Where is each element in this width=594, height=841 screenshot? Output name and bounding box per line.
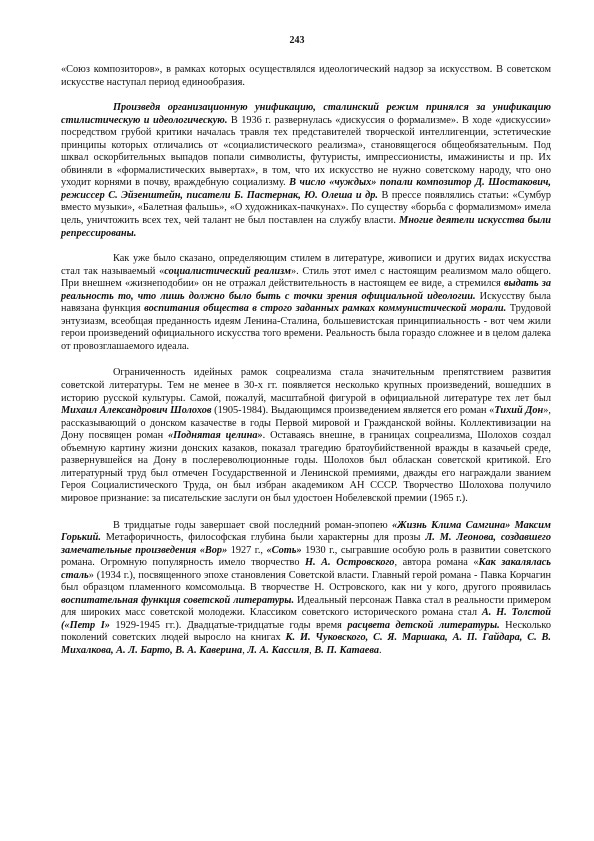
paragraph — [61, 253, 551, 353]
text-run: В тридцатые годы завершает свой последний роман-эпопею — [113, 519, 392, 531]
text-run: Метафоричность, философская глубина были характерны для прозы — [100, 532, 426, 544]
text-run: , — [242, 644, 248, 656]
emphasis-text: Многие деятели искусства были репрессированы. — [61, 215, 551, 239]
text-run: ». Стиль этот имел с настоящим реализмом мало общего. При внешнем «жизнеподобии» он не отражал действительность в настоящем ее виде, а стремился — [61, 265, 551, 290]
emphasis-text: «Соть» — [266, 544, 302, 556]
emphasis-text: Тихий Дон — [494, 405, 544, 417]
emphasis-text: Произведя организационную унификацию, сталинский режим принялся за унификацию стилистическую и идеологическую. — [61, 102, 551, 126]
text-run: 1929-1945 гг.). Двадцатые-тридцатые годы время — [109, 619, 348, 631]
emphasis-text: К. И. Чуковского, С. Я. Маршака, А. П. Гайдара, С. В. Михалкова, А. Л. Барто, В. А. Каверина — [61, 632, 551, 656]
text-run: (1905-1984). Выдающимся произведением является его роман « — [211, 405, 495, 417]
text-run: , — [309, 644, 315, 656]
text-run: , автора романа « — [394, 557, 479, 569]
page-number: 243 — [289, 35, 305, 46]
paragraph — [61, 367, 551, 505]
text-run: 1930 г., сыгравшие особую роль в развитии советского романа. Огромную популярность имело творчество — [61, 544, 551, 569]
emphasis-text: Как закалялась сталь — [61, 557, 551, 581]
emphasis-text: А. Н. Толстой («Петр I» — [61, 607, 551, 631]
text-run: 1927 г., — [227, 544, 267, 556]
emphasis-text: воспитания общества в строго заданных рамках коммунистической морали. — [144, 303, 507, 315]
emphasis-text: В. П. Катаева — [314, 644, 380, 656]
emphasis-text: Михаил Александрович Шолохов — [61, 405, 212, 417]
paragraph — [61, 520, 551, 658]
emphasis-text: «Жизнь Клима Самгина» Максим Горький. — [61, 519, 551, 544]
page-body — [61, 64, 551, 658]
emphasis-text: выдать за реальность то, что лишь должно было быть с точки зрения официальной идеологии. — [61, 278, 551, 302]
emphasis-text: воспитательная функция советской литературы. — [61, 594, 295, 606]
emphasis-text: Л. М. Леонова, создавшего замечательные произведения «Вор» — [61, 532, 551, 556]
text-run: «Союз композиторов», в рамках которых осуществлялся идеологический надзор за искусством. В советском искусстве наступал период единообразия. — [61, 64, 551, 88]
text-run: Как уже было сказано, определяющим стилем в литературе, живописи и других видах искусства стал так называемый « — [61, 253, 551, 277]
paragraph — [61, 102, 551, 240]
text-run: » (1934 г.), посвященного эпохе становления Советской власти. Главный герой романа - Павка Корчагин был образцом пламенного комсомольца. В творчестве Н. Островского, как ни у кого, другого проявилась — [61, 569, 551, 594]
text-run: В прессе появлялись статьи: «Сумбур вместо музыки», «Балетная фальшь», «О художниках-пачкунах». По существу «борьба с формализмом» имела цель, уничтожить всех тех, чей талант не был поставлен на службу власти. — [61, 189, 551, 227]
text-run: В 1936 г. развернулась «дискуссия о формализме». В ходе «дискуссии» посредством грубой критики началась травля тех представителей творческой интеллигенции, эстетические принципы которых отличались от «социалистического реализма», становящегося общеобязательным. Под шквал оскорбительных выпадов попали символисты, футуристы, импрессионисты, имажинисты и пр. Их обвиняли в «формалистических вывертах», в том, что их искусство не нужно советскому народу, что оно уходит корнями в почву, враждебную социализму. — [61, 114, 552, 189]
text-run: Искусству была навязана функция — [61, 290, 552, 315]
emphasis-text: «Поднятая целина» — [167, 430, 263, 442]
text-run: . — [379, 644, 382, 656]
text-run: », рассказывающий о донском казачестве в годы Первой мировой и Гражданской войны. Коллективизации на Дону посвящен роман — [61, 405, 551, 442]
emphasis-text: Н. А. Островского — [305, 557, 395, 569]
text-run: Идеальный персонаж Павка стал в реальности примером для широких масс советской молодежи. Классиком советского исторического романа стал — [61, 594, 551, 619]
paragraph — [61, 64, 551, 89]
text-run: Ограниченность идейных рамок соцреализма стала значительным препятствием развития советской литературы. Тем не менее в 30-х гг. появляется несколько крупных произведений, вошедших в историю русской культуры. Самой, пожалуй, масштабной фигурой в официальной литературе тех лет был — [61, 367, 551, 404]
text-run: Несколько поколений советских людей выросло на книгах — [61, 619, 551, 644]
emphasis-text: В число «чуждых» попали композитор Д. Шостакович, режиссер С. Эйзенштейн, писатели Б. Пастернак, Ю. Олеша и др. — [61, 177, 551, 201]
emphasis-text: расцвета детской литературы. — [347, 619, 500, 631]
emphasis-text: социалистический реализм — [164, 265, 291, 277]
text-run: Трудовой энтузиазм, всеобщая преданность идеям Ленина-Сталина, большевистская принципиальность - вот чем жили герои произведений официального искусства того времени. Реальность была гораздо сложнее и в целом далека от провозглашаемого идеала. — [61, 303, 551, 352]
text-run: . Оставаясь внешне, в границах соцреализма, Шолохов создал объемную картину жизни донских казаков, показал трагедию братоубийственной вражды в казачьей среде, развернувшейся на Дону в послереволюционные годы. Шолохов был обласкан советской критикой. Его литературный труд был отмечен Государственной и Ленинской премиями, дважды его награждали званием Героя Социалистического Труда, он был избран академиком АН СССР. Творчество Шолохова получило мировое признание: за писательские заслуги он был удостоен Нобелевской премии (1965 г.). — [61, 430, 552, 504]
emphasis-text: Л. А. Кассиля — [247, 644, 310, 656]
